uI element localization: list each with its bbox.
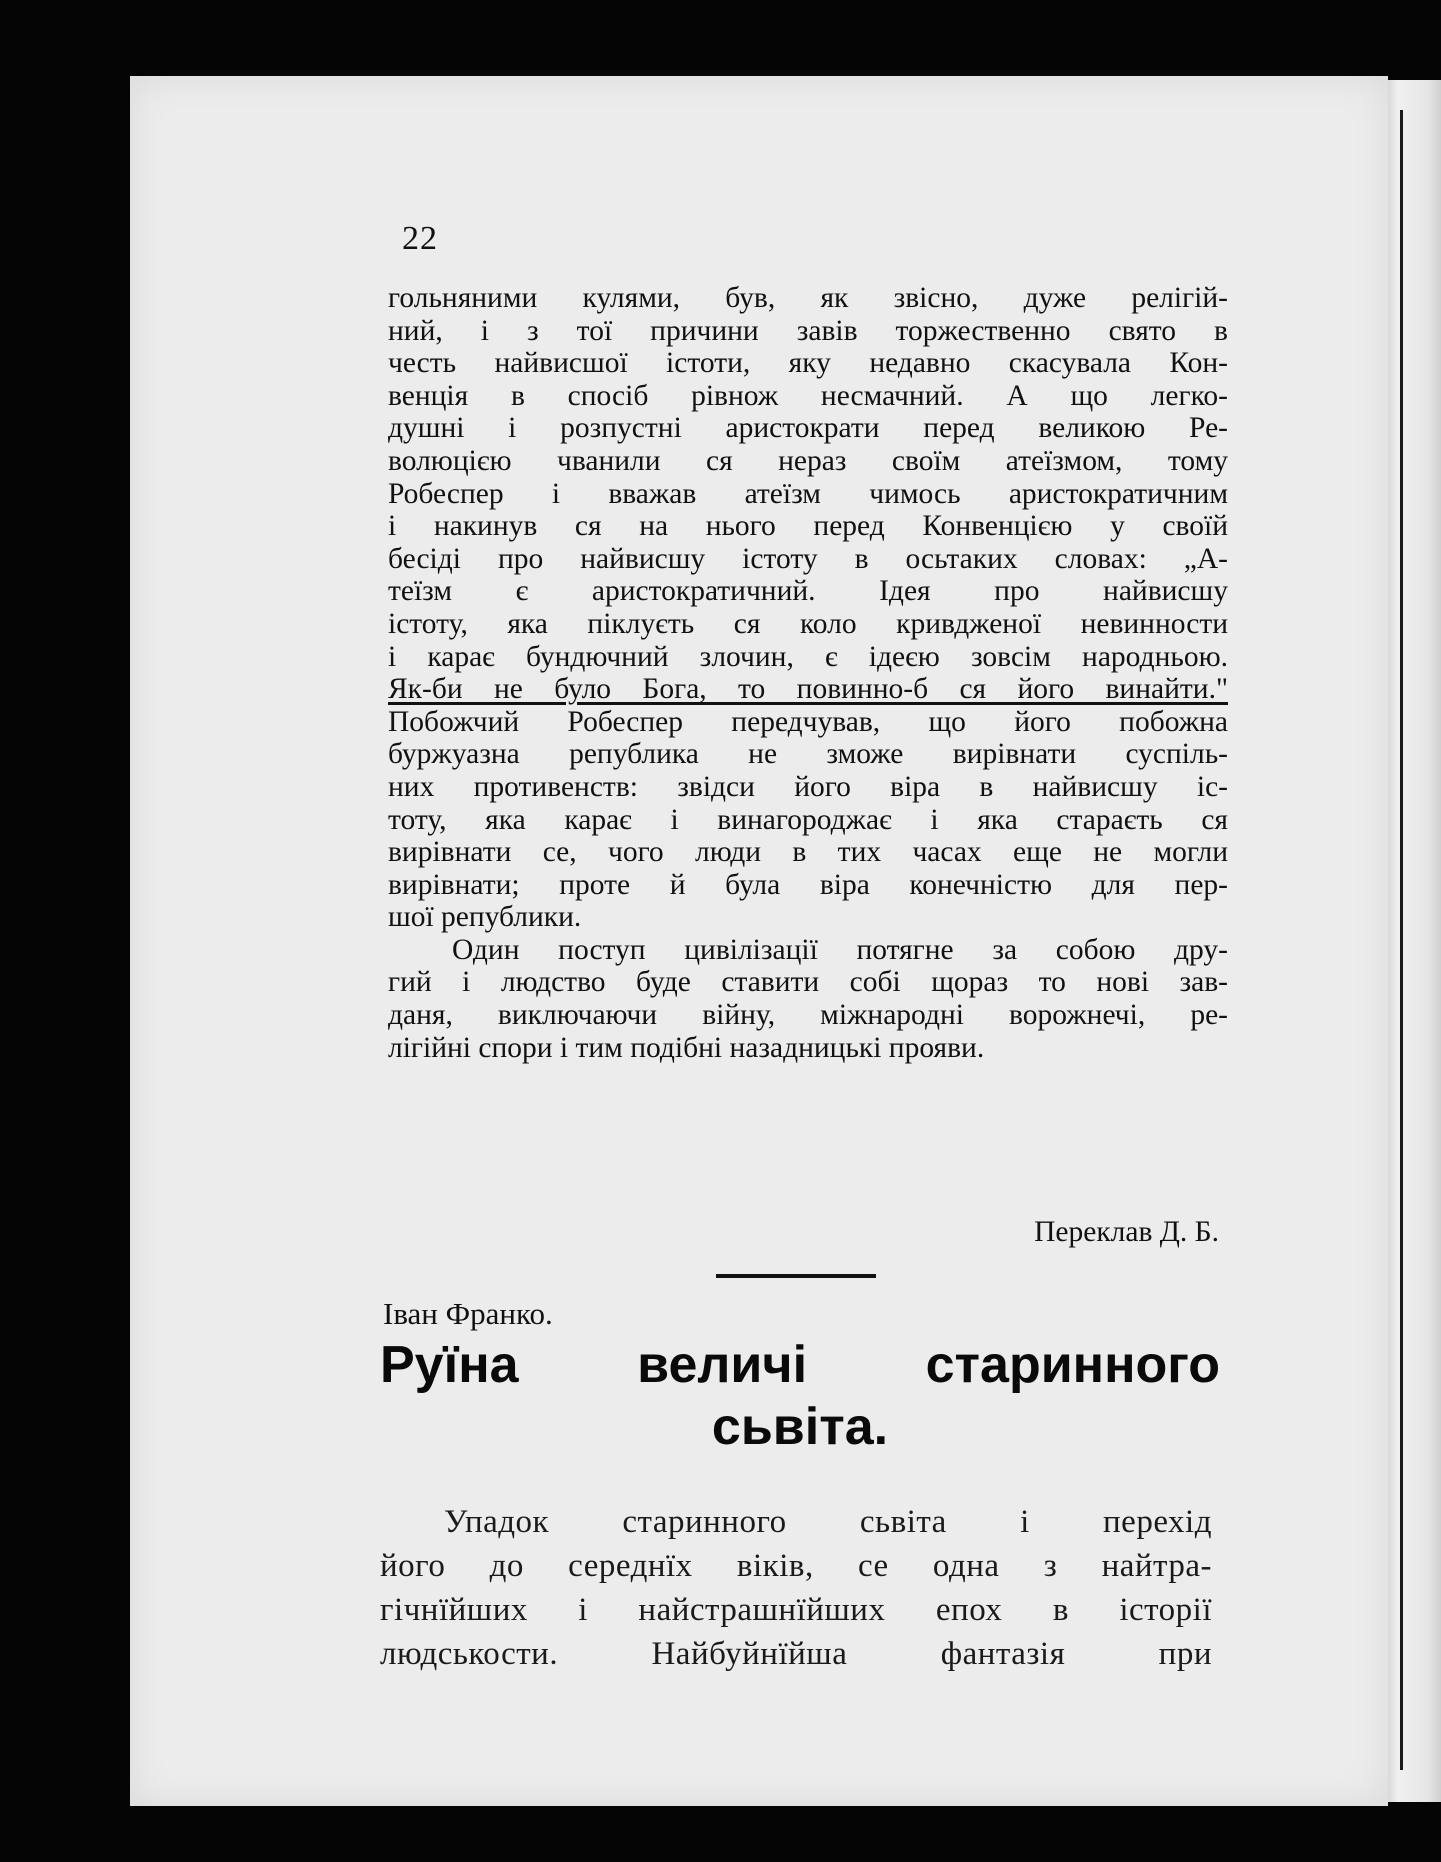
page-fold: [1400, 110, 1403, 1770]
text-line: ний, і з тої причини завів торжественно свято в: [388, 314, 1228, 347]
text-line: гічнїйших і найстрашнїйших епох в історії: [380, 1592, 1212, 1628]
text-line: і карає бундючний злочин, є ідеєю зовсім народньою.: [388, 640, 1228, 673]
text-line: Побожчий Робеспер передчував, що його побожна: [388, 705, 1228, 738]
text-line: венція в спосіб рівнож несмачний. А що легко-: [388, 379, 1228, 412]
article-author: Іван Франко.: [383, 1296, 553, 1331]
text-line: Один поступ цивілізації потягне за собою дру-: [452, 933, 1228, 966]
title-line: Руїна величі старинного: [380, 1336, 1220, 1394]
article-body: [380, 1500, 1212, 1676]
page-number: 22: [402, 220, 438, 257]
article-title: [380, 1334, 1220, 1458]
text-line: вирівнати се, чого люди в тих часах еще не могли: [388, 836, 1228, 869]
text-line: лігійні спори і тим подібні назадницькі прояви.: [388, 1031, 985, 1064]
text-line: даня, виключаючи війну, міжнародні ворожнечі, ре-: [388, 999, 1228, 1032]
next-page-edge: [1388, 80, 1441, 1802]
text-line: і накинув ся на нього перед Конвенцією у своїй: [388, 510, 1228, 543]
text-line: тоту, яка карає і винагороджає і яка стараєть ся: [388, 803, 1228, 836]
text-line: бесіді про найвисшу істоту в осьтаких словах: „А-: [388, 542, 1228, 575]
section-divider: [716, 1274, 876, 1278]
text-line: істоту, яка піклуєть ся коло кривдженої невинности: [388, 607, 1228, 640]
underlined-quote-line: Як-би не було Бога, то повинно-б ся його винайти.": [388, 673, 1228, 706]
text-line: честь найвисшої істоти, яку недавно скасувала Кон-: [388, 347, 1228, 380]
text-line: людськости. Найбуйнїйша фантазія при: [380, 1636, 1212, 1672]
text-line: Упадок старинного сьвіта і перехід: [444, 1504, 1212, 1540]
text-line: теїзм є аристократичний. Ідея про найвисшу: [388, 575, 1228, 608]
text-line: вирівнати; проте й була віра конечністю для пер-: [388, 868, 1228, 901]
title-line: сьвіта.: [711, 1398, 889, 1456]
text-line: волюцією чванили ся нераз своїм атеїзмом, тому: [388, 444, 1228, 477]
text-line: них противенств: звідси його віра в найвисшу іс-: [388, 770, 1228, 803]
text-line: душні і розпустні аристократи перед великою Ре-: [388, 412, 1228, 445]
text-line: гольняними кулями, був, як звісно, дуже релігій-: [388, 282, 1228, 314]
body-text: [388, 282, 1228, 1064]
translator-credit: Переклав Д. Б.: [1034, 1216, 1219, 1248]
text-line: шої републики.: [388, 901, 582, 934]
text-line: гий і людство буде ставити собі щораз то нові зав-: [388, 966, 1228, 999]
text-line: Робеспер і вважав атеїзм чимось аристократичним: [388, 477, 1228, 510]
text-line: буржуазна република не зможе вирівнати суспіль-: [388, 738, 1228, 771]
text-line: його до середнїх віків, се одна з найтра-: [380, 1548, 1212, 1584]
